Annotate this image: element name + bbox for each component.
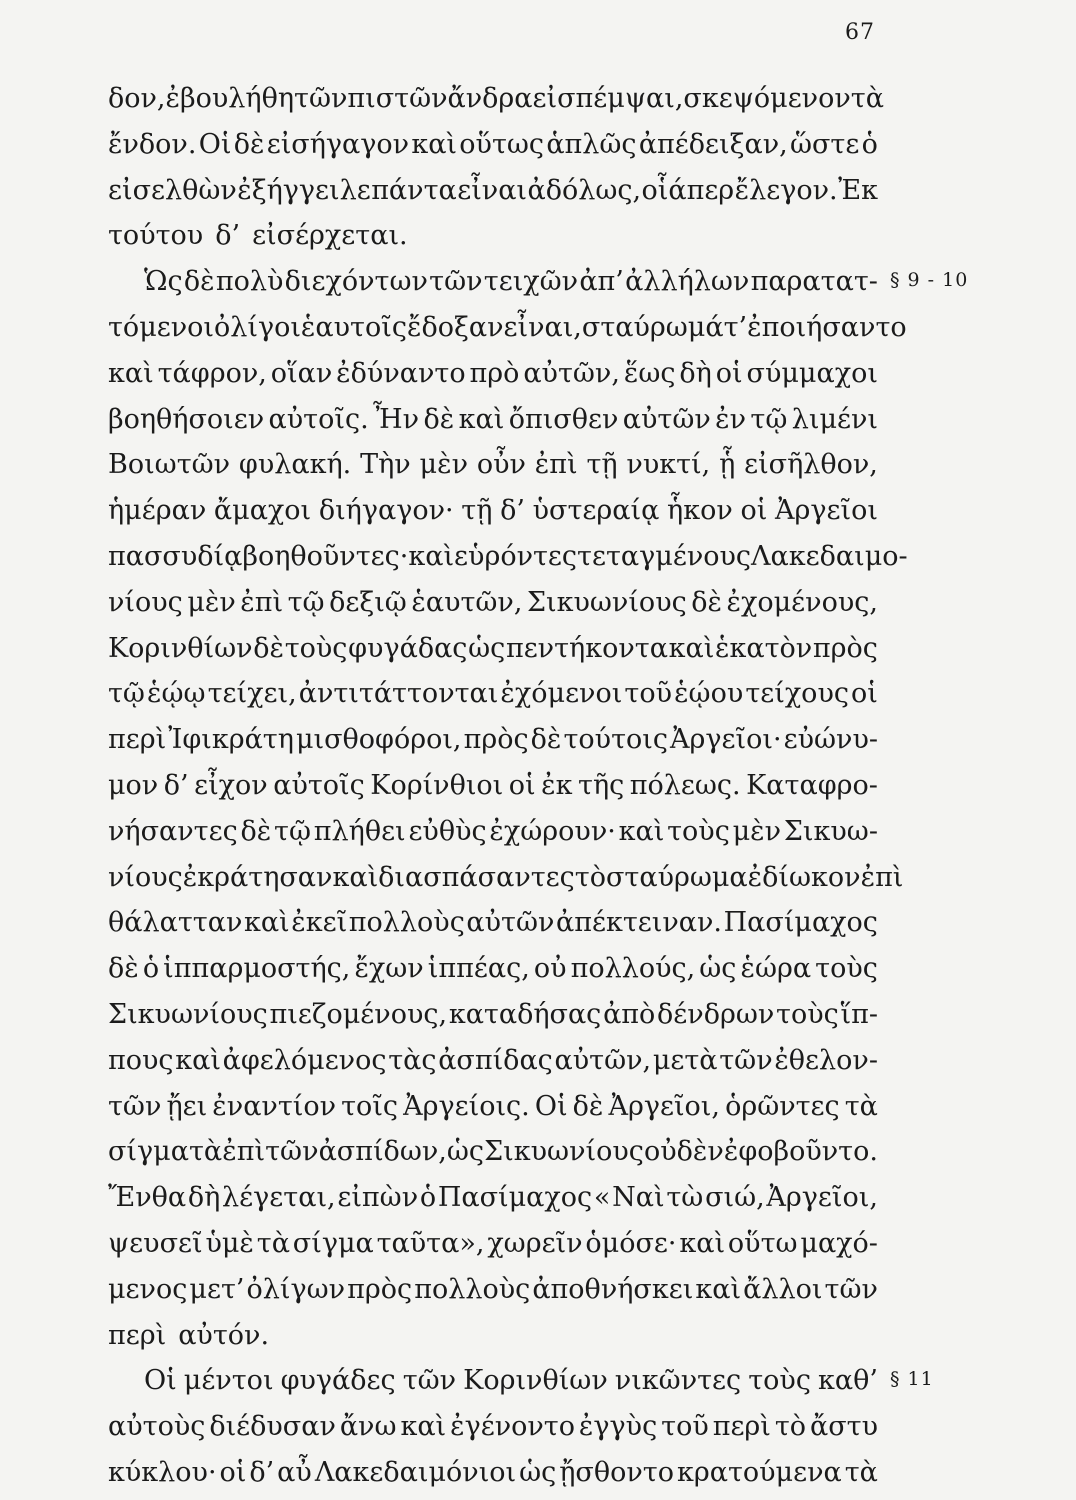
text-line: μον δ’ εἶχον αὐτοῖς Κορίνθιοι οἱ ἐκ τῆς πόλεως. Καταφρο- [108, 769, 878, 801]
page-number: 67 [845, 20, 875, 45]
text-line: μενος μετ’ ὀλίγων πρὸς πολλοὺς ἀποθνήσκει καὶ ἄλλοι τῶν [108, 1273, 878, 1305]
section-marker: § 9 - 10 [890, 269, 969, 292]
text-line: Κορινθίων δὲ τοὺς φυγάδας ὡς πεντήκοντα καὶ ἑκατὸν πρὸς [108, 632, 878, 664]
text-line: Οἱ μέντοι φυγάδες τῶν Κορινθίων νικῶντες τοὺς καθ’ [144, 1365, 878, 1397]
text-line: Ὡς δὲ πολὺ διεχόντων τῶν τειχῶν ἀπ’ ἀλλήλων παρατατ- [144, 266, 878, 298]
text-line: τούτου δ’ εἰσέρχεται. [108, 220, 408, 252]
text-line: περὶ Ἰφικράτη μισθοφόροι, πρὸς δὲ τούτοις Ἀργεῖοι· εὐώνυ- [108, 724, 878, 756]
text-line: δον, ἐβουλήθη τῶν πιστῶν ἄνδρα εἰσπέμψαι, σκεψόμενον τὰ [108, 83, 884, 114]
text-line: νίους μὲν ἐπὶ τῷ δεξιῷ ἑαυτῶν, Σικυωνίους δὲ ἐχομένους, [108, 586, 878, 618]
text-line: αὐτοὺς διέδυσαν ἄνω καὶ ἐγένοντο ἐγγὺς τοῦ περὶ τὸ ἄστυ [108, 1411, 878, 1443]
section-marker: § 11 [890, 1368, 934, 1391]
text-line: τόμενοι ὀλίγοι ἑαυτοῖς ἔδοξαν εἶναι, σταύρωμά τ’ ἐποιήσαντο [108, 311, 907, 343]
text-line: σίγμα τὰ ἐπὶ τῶν ἀσπίδων, ὡς Σικυωνίους οὐδὲν ἐφοβοῦντο. [108, 1136, 878, 1168]
text-line: δὲ ὁ ἱππαρμοστής, ἔχων ἱππέας, οὐ πολλούς, ὡς ἑώρα τοὺς [108, 953, 878, 985]
text-line: Βοιωτῶν φυλακή. Τὴν μὲν οὖν ἐπὶ τῇ νυκτί, ᾗ εἰσῆλθον, [108, 449, 878, 481]
text-line: τῶν ᾔει ἐναντίον τοῖς Ἀργείοις. Οἱ δὲ Ἀργεῖοι, ὁρῶντες τὰ [108, 1090, 878, 1122]
text-line: θάλατταν καὶ ἐκεῖ πολλοὺς αὐτῶν ἀπέκτειναν. Πασίμαχος [108, 907, 878, 939]
text-line: κύκλου· οἱ δ’ αὖ Λακεδαιμόνιοι ὡς ᾔσθοντο κρατούμενα τὰ [108, 1456, 878, 1488]
text-line: περὶ αὐτόν. [108, 1319, 270, 1351]
text-line: βοηθήσοιεν αὐτοῖς. Ἦν δὲ καὶ ὄπισθεν αὐτῶν ἐν τῷ λιμένι [108, 403, 878, 435]
text-line: εἰσελθὼν ἐξήγγειλε πάντα εἶναι ἀδόλως, οἷάπερ ἔλεγον. Ἐκ [108, 174, 878, 206]
text-line: νήσαντες δὲ τῷ πλήθει εὐθὺς ἐχώρουν· καὶ τοὺς μὲν Σικυω- [108, 815, 878, 847]
text-line: Ἔνθα δὴ λέγεται, εἰπὼν ὁ Πασίμαχος « Ναὶ τὼ σιώ, Ἀργεῖοι, [108, 1182, 878, 1214]
text-line: ἔνδον. Οἱ δὲ εἰσήγαγον καὶ οὕτως ἁπλῶς ἀπέδειξαν, ὥστε ὁ [108, 128, 878, 160]
text-line: νίους ἐκράτησαν καὶ διασπάσαντες τὸ σταύρωμα ἐδίωκον ἐπὶ [108, 861, 904, 893]
text-line: Σικυωνίους πιεζομένους, καταδήσας ἀπὸ δένδρων τοὺς ἵπ- [108, 998, 878, 1030]
text-line: πασσυδίᾳ βοηθοῦντες· καὶ εὑρόντες τεταγμένους Λακεδαιμο- [108, 540, 908, 572]
text-line: ψευσεῖ ὑμὲ τὰ σίγμα ταῦτα», χωρεῖν ὁμόσε· καὶ οὕτω μαχό- [108, 1227, 878, 1259]
text-line: τῷ ἑῴῳ τείχει, ἀντιτάττονται ἐχόμενοι τοῦ ἑῴου τείχους οἱ [108, 678, 878, 710]
text-line: ἡμέραν ἄμαχοι διήγαγον· τῇ δ’ ὑστεραίᾳ ἧκον οἱ Ἀργεῖοι [108, 495, 878, 527]
text-line: καὶ τάφρον, οἵαν ἐδύναντο πρὸ αὐτῶν, ἕως δὴ οἱ σύμμαχοι [108, 357, 878, 389]
body-text [108, 76, 908, 1496]
text-line: πους καὶ ἀφελόμενος τὰς ἀσπίδας αὐτῶν, μετὰ τῶν ἐθελον- [108, 1044, 878, 1076]
